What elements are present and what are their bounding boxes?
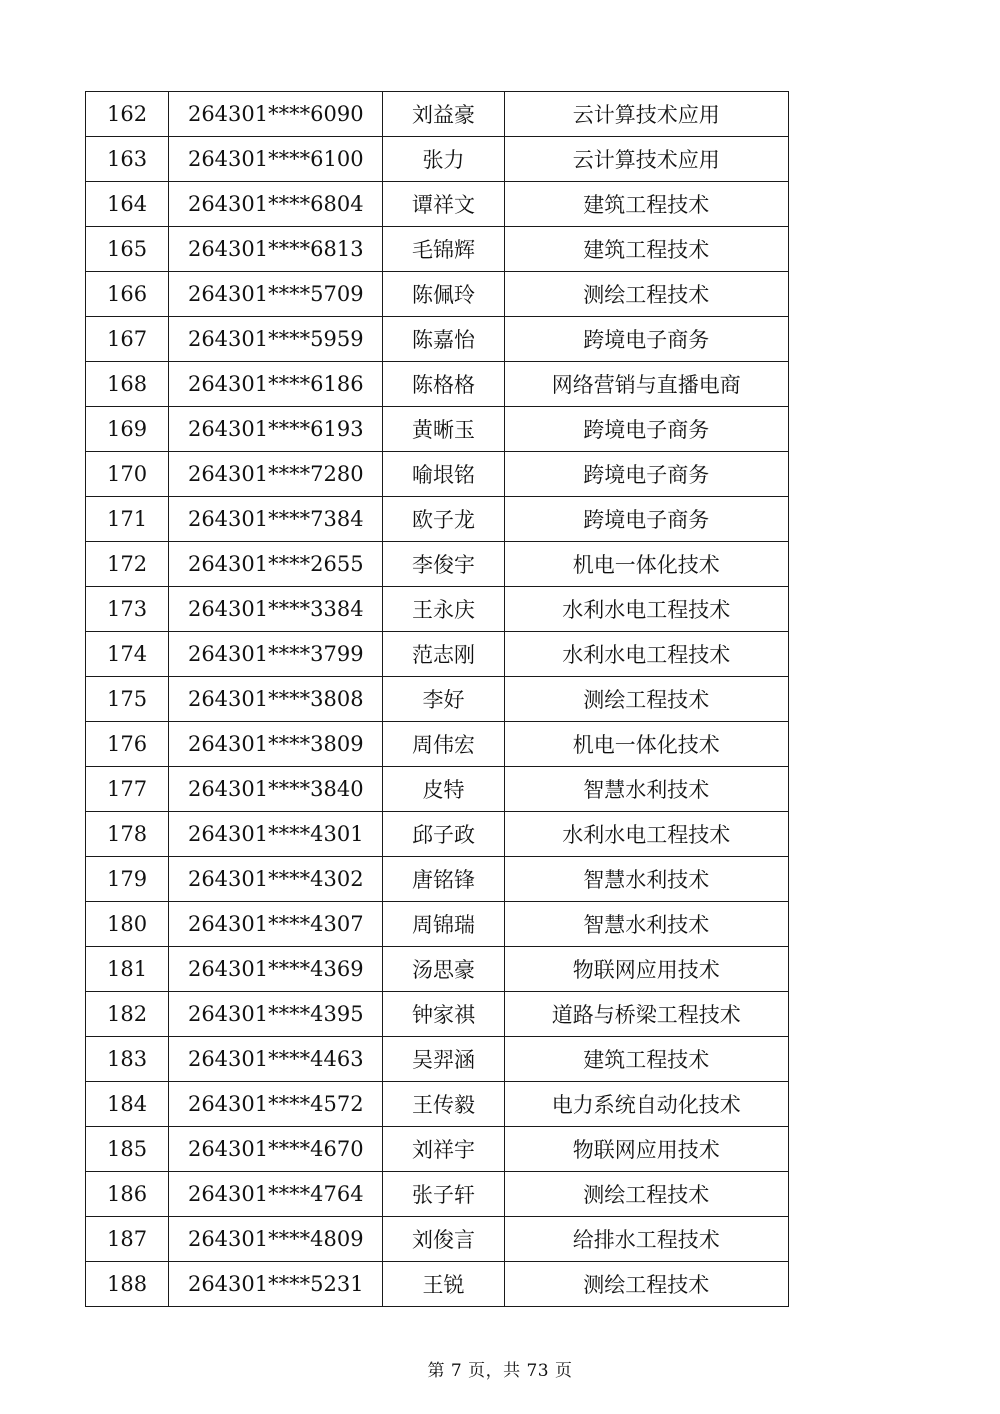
exam-id-cell: 264301****3799 bbox=[169, 632, 383, 677]
exam-id-cell: 264301****3384 bbox=[169, 587, 383, 632]
major-cell: 智慧水利技术 bbox=[504, 767, 788, 812]
exam-id-cell: 264301****5959 bbox=[169, 317, 383, 362]
table-row bbox=[86, 317, 789, 362]
row-number-cell: 164 bbox=[86, 182, 169, 227]
student-name-cell: 王永庆 bbox=[383, 587, 504, 632]
major-cell: 测绘工程技术 bbox=[504, 1262, 788, 1307]
exam-id-cell: 264301****4764 bbox=[169, 1172, 383, 1217]
row-number-cell: 173 bbox=[86, 587, 169, 632]
student-name-cell: 黄晰玉 bbox=[383, 407, 504, 452]
row-number-cell: 186 bbox=[86, 1172, 169, 1217]
student-name-cell: 陈格格 bbox=[383, 362, 504, 407]
page-footer: 第 7 页，共 73 页 bbox=[427, 1361, 573, 1381]
student-name-cell: 毛锦辉 bbox=[383, 227, 504, 272]
table-row bbox=[86, 992, 789, 1037]
student-name-cell: 喻垠铭 bbox=[383, 452, 504, 497]
student-name-cell: 邱子政 bbox=[383, 812, 504, 857]
table-row bbox=[86, 272, 789, 317]
student-name-cell: 王传毅 bbox=[383, 1082, 504, 1127]
table-row bbox=[86, 227, 789, 272]
major-cell: 跨境电子商务 bbox=[504, 407, 788, 452]
major-cell: 跨境电子商务 bbox=[504, 497, 788, 542]
student-name-cell: 张子轩 bbox=[383, 1172, 504, 1217]
student-name-cell: 欧子龙 bbox=[383, 497, 504, 542]
major-cell: 机电一体化技术 bbox=[504, 722, 788, 767]
row-number-cell: 180 bbox=[86, 902, 169, 947]
exam-id-cell: 264301****4369 bbox=[169, 947, 383, 992]
student-name-cell: 周锦瑞 bbox=[383, 902, 504, 947]
exam-id-cell: 264301****6090 bbox=[169, 92, 383, 137]
student-name-cell: 刘益豪 bbox=[383, 92, 504, 137]
student-name-cell: 李好 bbox=[383, 677, 504, 722]
major-cell: 测绘工程技术 bbox=[504, 1172, 788, 1217]
row-number-cell: 172 bbox=[86, 542, 169, 587]
student-name-cell: 李俊宇 bbox=[383, 542, 504, 587]
table-row bbox=[86, 947, 789, 992]
major-cell: 测绘工程技术 bbox=[504, 677, 788, 722]
major-cell: 道路与桥梁工程技术 bbox=[504, 992, 788, 1037]
row-number-cell: 188 bbox=[86, 1262, 169, 1307]
table-row bbox=[86, 92, 789, 137]
table-row bbox=[86, 902, 789, 947]
table-row bbox=[86, 407, 789, 452]
major-cell: 物联网应用技术 bbox=[504, 947, 788, 992]
table-row bbox=[86, 1082, 789, 1127]
row-number-cell: 166 bbox=[86, 272, 169, 317]
major-cell: 跨境电子商务 bbox=[504, 317, 788, 362]
row-number-cell: 167 bbox=[86, 317, 169, 362]
exam-id-cell: 264301****6813 bbox=[169, 227, 383, 272]
exam-id-cell: 264301****7280 bbox=[169, 452, 383, 497]
row-number-cell: 168 bbox=[86, 362, 169, 407]
major-cell: 智慧水利技术 bbox=[504, 902, 788, 947]
row-number-cell: 177 bbox=[86, 767, 169, 812]
table-row bbox=[86, 362, 789, 407]
major-cell: 机电一体化技术 bbox=[504, 542, 788, 587]
table-row bbox=[86, 632, 789, 677]
exam-id-cell: 264301****4572 bbox=[169, 1082, 383, 1127]
major-cell: 物联网应用技术 bbox=[504, 1127, 788, 1172]
table-row bbox=[86, 857, 789, 902]
exam-id-cell: 264301****5709 bbox=[169, 272, 383, 317]
row-number-cell: 169 bbox=[86, 407, 169, 452]
exam-id-cell: 264301****3809 bbox=[169, 722, 383, 767]
student-name-cell: 皮特 bbox=[383, 767, 504, 812]
table-body bbox=[86, 92, 789, 1307]
exam-id-cell: 264301****7384 bbox=[169, 497, 383, 542]
exam-id-cell: 264301****6100 bbox=[169, 137, 383, 182]
major-cell: 云计算技术应用 bbox=[504, 92, 788, 137]
exam-id-cell: 264301****6193 bbox=[169, 407, 383, 452]
exam-id-cell: 264301****6186 bbox=[169, 362, 383, 407]
major-cell: 建筑工程技术 bbox=[504, 182, 788, 227]
row-number-cell: 181 bbox=[86, 947, 169, 992]
exam-id-cell: 264301****4670 bbox=[169, 1127, 383, 1172]
row-number-cell: 182 bbox=[86, 992, 169, 1037]
major-cell: 智慧水利技术 bbox=[504, 857, 788, 902]
table-row bbox=[86, 452, 789, 497]
table-row bbox=[86, 497, 789, 542]
exam-id-cell: 264301****3808 bbox=[169, 677, 383, 722]
row-number-cell: 184 bbox=[86, 1082, 169, 1127]
exam-id-cell: 264301****4307 bbox=[169, 902, 383, 947]
row-number-cell: 179 bbox=[86, 857, 169, 902]
major-cell: 测绘工程技术 bbox=[504, 272, 788, 317]
table-row bbox=[86, 182, 789, 227]
student-name-cell: 谭祥文 bbox=[383, 182, 504, 227]
table-row bbox=[86, 722, 789, 767]
major-cell: 水利水电工程技术 bbox=[504, 632, 788, 677]
exam-id-cell: 264301****4301 bbox=[169, 812, 383, 857]
row-number-cell: 183 bbox=[86, 1037, 169, 1082]
major-cell: 建筑工程技术 bbox=[504, 1037, 788, 1082]
row-number-cell: 171 bbox=[86, 497, 169, 542]
student-name-cell: 王锐 bbox=[383, 1262, 504, 1307]
student-name-cell: 陈嘉怡 bbox=[383, 317, 504, 362]
row-number-cell: 176 bbox=[86, 722, 169, 767]
row-number-cell: 185 bbox=[86, 1127, 169, 1172]
student-name-cell: 汤思豪 bbox=[383, 947, 504, 992]
major-cell: 网络营销与直播电商 bbox=[504, 362, 788, 407]
row-number-cell: 162 bbox=[86, 92, 169, 137]
student-name-cell: 范志刚 bbox=[383, 632, 504, 677]
table-row bbox=[86, 1037, 789, 1082]
major-cell: 云计算技术应用 bbox=[504, 137, 788, 182]
table-row bbox=[86, 1262, 789, 1307]
row-number-cell: 174 bbox=[86, 632, 169, 677]
student-name-cell: 张力 bbox=[383, 137, 504, 182]
major-cell: 水利水电工程技术 bbox=[504, 587, 788, 632]
exam-id-cell: 264301****3840 bbox=[169, 767, 383, 812]
exam-id-cell: 264301****4809 bbox=[169, 1217, 383, 1262]
table-row bbox=[86, 812, 789, 857]
table-row bbox=[86, 1172, 789, 1217]
student-name-cell: 陈佩玲 bbox=[383, 272, 504, 317]
row-number-cell: 175 bbox=[86, 677, 169, 722]
row-number-cell: 170 bbox=[86, 452, 169, 497]
exam-id-cell: 264301****6804 bbox=[169, 182, 383, 227]
exam-id-cell: 264301****2655 bbox=[169, 542, 383, 587]
table-row bbox=[86, 1127, 789, 1172]
student-name-cell: 刘俊言 bbox=[383, 1217, 504, 1262]
major-cell: 电力系统自动化技术 bbox=[504, 1082, 788, 1127]
student-name-cell: 唐铭锋 bbox=[383, 857, 504, 902]
exam-id-cell: 264301****5231 bbox=[169, 1262, 383, 1307]
major-cell: 跨境电子商务 bbox=[504, 452, 788, 497]
exam-id-cell: 264301****4463 bbox=[169, 1037, 383, 1082]
row-number-cell: 163 bbox=[86, 137, 169, 182]
row-number-cell: 165 bbox=[86, 227, 169, 272]
student-name-cell: 刘祥宇 bbox=[383, 1127, 504, 1172]
table-row bbox=[86, 137, 789, 182]
major-cell: 建筑工程技术 bbox=[504, 227, 788, 272]
exam-id-cell: 264301****4302 bbox=[169, 857, 383, 902]
table-row bbox=[86, 587, 789, 632]
table-row bbox=[86, 767, 789, 812]
student-list-table bbox=[85, 91, 789, 1307]
student-name-cell: 周伟宏 bbox=[383, 722, 504, 767]
student-name-cell: 钟家祺 bbox=[383, 992, 504, 1037]
row-number-cell: 178 bbox=[86, 812, 169, 857]
major-cell: 水利水电工程技术 bbox=[504, 812, 788, 857]
table-row bbox=[86, 542, 789, 587]
table-row bbox=[86, 677, 789, 722]
row-number-cell: 187 bbox=[86, 1217, 169, 1262]
exam-id-cell: 264301****4395 bbox=[169, 992, 383, 1037]
student-name-cell: 吴羿涵 bbox=[383, 1037, 504, 1082]
table-row bbox=[86, 1217, 789, 1262]
major-cell: 给排水工程技术 bbox=[504, 1217, 788, 1262]
